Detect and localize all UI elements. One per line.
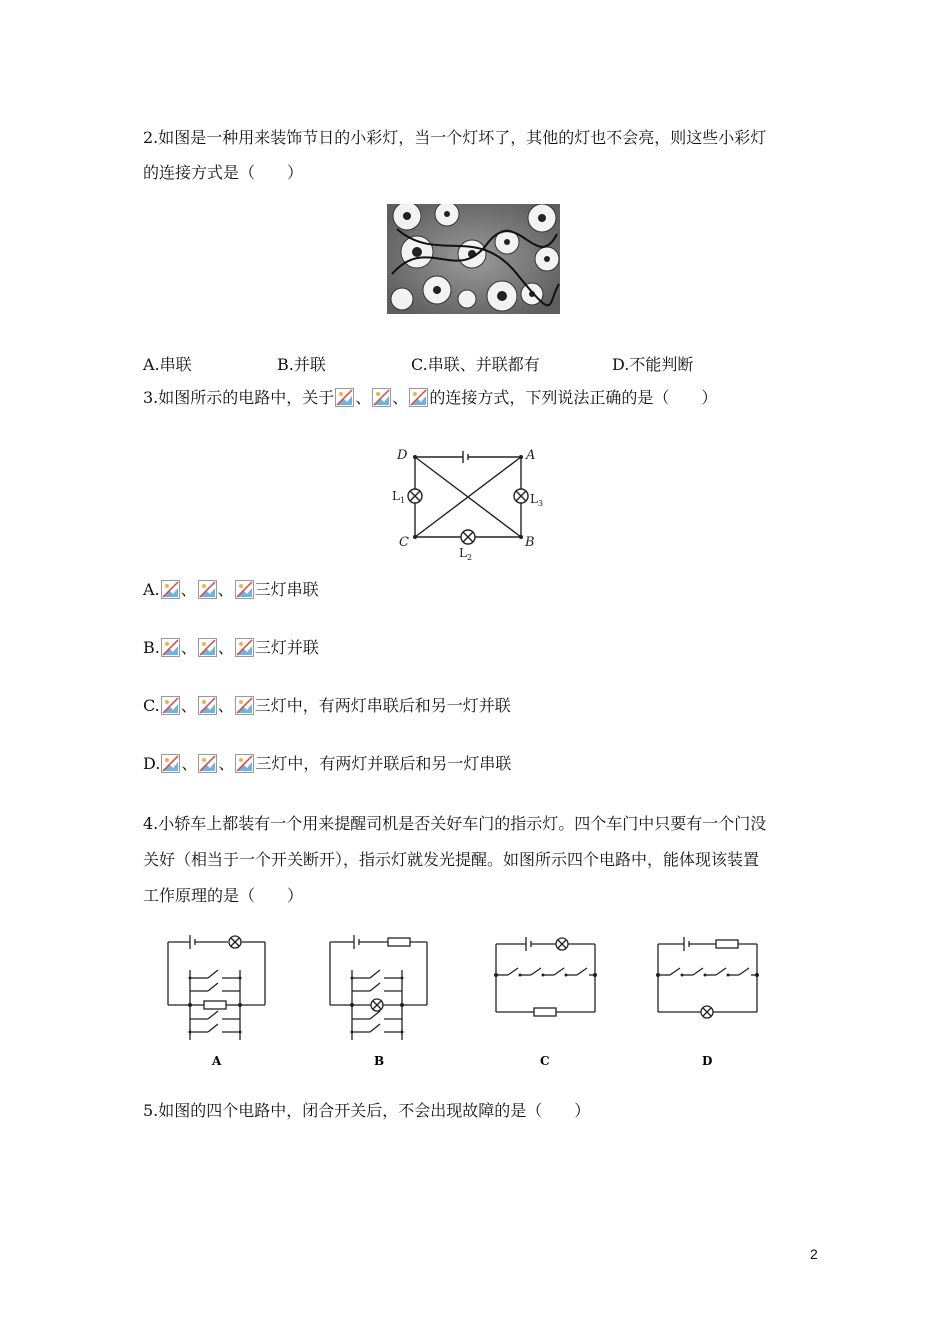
q5-stem-line1: 5.如图的四个电路中，闭合开关后，不会出现故障的是（ ）: [143, 1101, 591, 1120]
page-number: 2: [810, 1246, 818, 1262]
broken-image-icon: [161, 638, 180, 657]
q3-sep: 、: [180, 580, 197, 599]
lamp-label-l2-sub: 2: [467, 553, 473, 562]
q3-sep: 、: [392, 388, 409, 407]
broken-image-icon: [335, 388, 354, 407]
q3-option-c: [143, 695, 511, 717]
option-text: 三灯中，有两灯并联后和另一灯串联: [255, 754, 512, 773]
lamp-label-l1-sub: 1: [400, 496, 406, 505]
lamp-label-l2: L: [459, 546, 467, 560]
broken-image-icon: [198, 638, 217, 657]
q3-sep: 、: [355, 388, 372, 407]
option-letter: A.: [143, 580, 160, 599]
broken-image-icon: [198, 754, 217, 773]
q3-option-a: [143, 579, 319, 601]
broken-image-icon: [161, 580, 180, 599]
q2-option-b: B.并联: [277, 355, 326, 374]
q4-stem-line2: 关好（相当于一个开关断开），指示灯就发光提醒。如图所示四个电路中，能体现该装置: [143, 850, 760, 869]
option-text: 三灯串联: [254, 580, 319, 599]
broken-image-icon: [235, 696, 254, 715]
lamp-label-l3-sub: 3: [538, 499, 544, 508]
broken-image-icon: [409, 388, 428, 407]
q3-option-d: [143, 753, 511, 775]
node-label-a: A: [526, 448, 536, 463]
option-letter: D.: [143, 754, 161, 773]
broken-image-icon: [235, 754, 254, 773]
q4-circuit-d: [650, 930, 765, 1070]
q3-sep: 、: [218, 754, 235, 773]
q3-sep: 、: [217, 638, 234, 657]
lamp-label-l3: L: [530, 492, 538, 506]
q3-circuit-diagram: [388, 442, 548, 567]
broken-image-icon: [235, 580, 254, 599]
node-label-c: C: [399, 535, 409, 550]
option-letter: B.: [143, 638, 160, 657]
q3-sep: 、: [217, 580, 234, 599]
circuit-label-c: C: [540, 1054, 550, 1068]
broken-image-icon: [161, 754, 180, 773]
q3-stem-pre: 3.如图所示的电路中，关于: [143, 388, 335, 407]
q3-stem-post: 的连接方式，下列说法正确的是（ ）: [429, 388, 718, 407]
q3-sep: 、: [217, 696, 234, 715]
circuit-label-a: A: [212, 1054, 222, 1068]
broken-image-icon: [235, 638, 254, 657]
q3-option-b: [143, 637, 319, 659]
node-label-d: D: [397, 448, 408, 463]
q2-stem-line1: 2.如图是一种用来装饰节日的小彩灯，当一个灯坏了，其他的灯也不会亮，则这些小彩灯: [143, 128, 767, 147]
q3-sep: 、: [180, 638, 197, 657]
q4-circuit-b: [322, 930, 437, 1070]
q2-option-a: A.串联: [143, 355, 192, 374]
q3-stem: [143, 387, 717, 409]
lamp-label-l1: L: [392, 489, 400, 503]
q2-option-d: D.不能判断: [612, 355, 694, 374]
circuit-label-d: D: [702, 1054, 713, 1068]
q2-stem-line2: 的连接方式是（ ）: [143, 163, 304, 182]
q2-option-c: C.串联、并联都有: [411, 355, 540, 374]
string-lights-photo: [387, 204, 560, 314]
broken-image-icon: [161, 696, 180, 715]
circuit-label-b: B: [374, 1054, 385, 1068]
option-text: 三灯中，有两灯串联后和另一灯并联: [254, 696, 511, 715]
option-text: 三灯并联: [254, 638, 319, 657]
option-letter: C.: [143, 696, 160, 715]
q4-circuit-a: [160, 930, 275, 1070]
q3-sep: 、: [180, 696, 197, 715]
q4-stem-line1: 4.小轿车上都装有一个用来提醒司机是否关好车门的指示灯。四个车门中只要有一个门没: [143, 814, 767, 833]
broken-image-icon: [198, 696, 217, 715]
broken-image-icon: [198, 580, 217, 599]
q4-stem-line3: 工作原理的是（ ）: [143, 886, 304, 905]
q3-sep: 、: [181, 754, 198, 773]
node-label-b: B: [525, 535, 535, 550]
broken-image-icon: [372, 388, 391, 407]
q4-circuit-c: [488, 930, 603, 1070]
